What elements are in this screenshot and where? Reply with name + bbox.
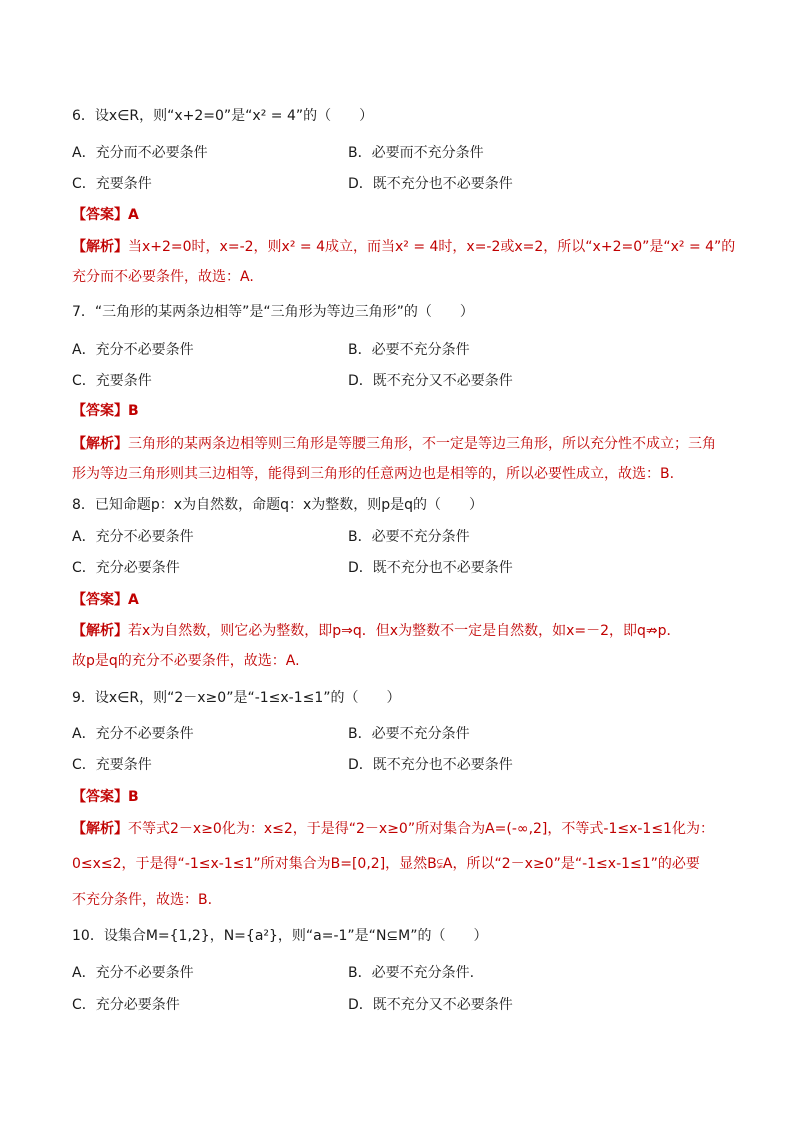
q9-analysis-label: 【解析】: [72, 821, 128, 837]
q6-option-a: A．充分而不必要条件: [72, 145, 208, 161]
q10-option-a: A．充分不必要条件: [72, 965, 194, 981]
q8-option-b: B．必要不充分条件: [348, 529, 470, 545]
q7-analysis-label: 【解析】: [72, 436, 128, 452]
q7-option-b: B．必要不充分条件: [348, 342, 470, 358]
q8-option-a: A．充分不必要条件: [72, 529, 194, 545]
q9-stem: 9．设x∈R，则“2－x≥0”是“-1≤x-1≤1”的（ ）: [72, 690, 401, 706]
q6-answer: [72, 205, 724, 225]
q8-analysis-text1: 若x为自然数，则它必为整数，即p⇒q．但x为整数不一定是自然数，如x=－2，即q⇏p．: [128, 623, 681, 639]
q6-option-b: B．必要而不充分条件: [348, 145, 484, 161]
q8-option-d: D．既不充分也不必要条件: [348, 560, 513, 576]
q6-stem: 6．设x∈R，则“x+2=0”是“x² = 4”的（ ）: [72, 108, 374, 124]
q9-option-a: A．充分不必要条件: [72, 726, 194, 742]
q9-analysis-line1: [72, 819, 724, 839]
q9-analysis-text1: 不等式2－x≥0化为：x≤2，于是得“2－x≥0”所对集合为A=(-∞,2]，不等式-1≤x-1≤1化为：: [128, 821, 714, 837]
q6-analysis-line1: [72, 237, 736, 257]
q8-analysis-line1: [72, 621, 724, 641]
q7-answer-label: 【答案】: [72, 403, 128, 419]
q6-answer-value: A: [128, 207, 139, 223]
q8-answer: [72, 590, 724, 610]
q7-answer: [72, 401, 724, 421]
q7-analysis-text1: 三角形的某两条边相等则三角形是等腰三角形，不一定是等边三角形，所以充分性不成立；三角: [128, 436, 716, 452]
q8-answer-label: 【答案】: [72, 592, 128, 608]
q6-analysis-line2: 充分而不必要条件，故选：A.: [72, 269, 254, 285]
q8-option-c: C．充分必要条件: [72, 560, 180, 576]
q7-option-c: C．充要条件: [72, 373, 152, 389]
q9-option-d: D．既不充分也不必要条件: [348, 757, 513, 773]
q9-analysis-line2: 0≤x≤2，于是得“-1≤x-1≤1”所对集合为B=[0,2]，显然B⫋A，所以“2－x≥0”是“-1≤x-1≤1”的必要: [72, 856, 700, 872]
q10-option-b: B．必要不充分条件.: [348, 965, 475, 981]
q7-analysis-line2: 形为等边三角形则其三边相等，能得到三角形的任意两边也是相等的，所以必要性成立，故选：B.: [72, 466, 675, 482]
q10-stem: 10．设集合M={1,2}，N={a²}，则“a=-1”是“N⊆M”的（ ）: [72, 928, 488, 944]
q6-analysis-text1: 当x+2=0时，x=-2，则x² = 4成立，而当x² = 4时，x=-2或x=2，所以“x+2=0”是“x² = 4”的: [128, 239, 736, 255]
q9-answer: [72, 787, 724, 807]
q9-option-c: C．充要条件: [72, 757, 152, 773]
q9-option-b: B．必要不充分条件: [348, 726, 470, 742]
q8-analysis-label: 【解析】: [72, 623, 128, 639]
q7-option-d: D．既不充分又不必要条件: [348, 373, 513, 389]
q7-option-a: A．充分不必要条件: [72, 342, 194, 358]
q8-analysis-line2: 故p是q的充分不必要条件，故选：A.: [72, 653, 300, 669]
q6-option-d: D．既不充分也不必要条件: [348, 176, 513, 192]
q6-answer-label: 【答案】: [72, 207, 128, 223]
q6-option-c: C．充要条件: [72, 176, 152, 192]
q7-stem: 7．“三角形的某两条边相等”是“三角形为等边三角形”的（ ）: [72, 304, 474, 320]
q10-option-d: D．既不充分又不必要条件: [348, 997, 513, 1013]
q8-answer-value: A: [128, 592, 139, 608]
q9-analysis-line3: 不充分条件，故选：B.: [72, 892, 213, 908]
q9-answer-value: B: [128, 789, 139, 805]
q8-stem: 8．已知命题p：x为自然数，命题q：x为整数，则p是q的（ ）: [72, 497, 484, 513]
q6-analysis-label: 【解析】: [72, 239, 128, 255]
q10-option-c: C．充分必要条件: [72, 997, 180, 1013]
q9-answer-label: 【答案】: [72, 789, 128, 805]
q7-analysis-line1: [72, 434, 724, 454]
q7-answer-value: B: [128, 403, 139, 419]
